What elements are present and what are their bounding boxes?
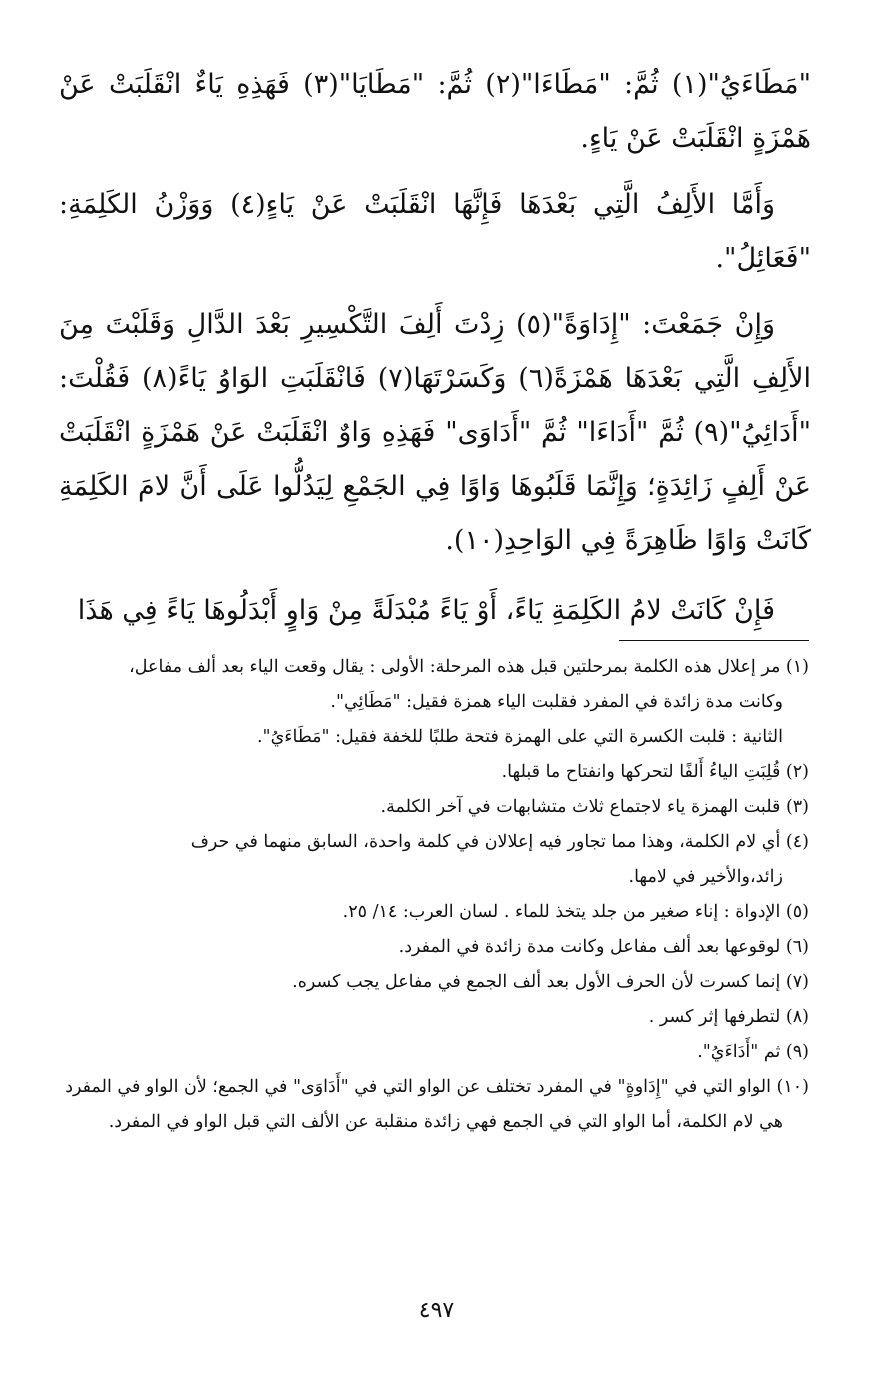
footnotes [61, 650, 809, 1140]
paragraph-3: وَإِنْ جَمَعْتَ: "إِدَاوَةً"(٥) زِدْتَ أَلِفَ التَّكْسِيرِ بَعْدَ الدَّالِ وَقَلَبْتَ مِنَ الأَلِفِ الَّتِي بَعْدَهَا هَمْزَةً(٦) وَكَسَرْتَهَا(٧) فَانْقَلَبَتِ الوَاوُ يَاءً(٨) فَقُلْتَ: "أَدَائِيُ"(٩) ثُمَّ "أَدَاءَا" ثُمَّ "أَدَاوَى" فَهَذِهِ وَاوٌ انْقَلَبَتْ عَنْ هَمْزَةٍ انْقَلَبَتْ عَنْ أَلِفٍ زَائِدَةٍ؛ وَإِنَّمَا قَلَبُوهَا وَاوًا فِي الجَمْعِ لِيَدُلُّوا عَلَى أَنَّ لامَ الكَلِمَةِ كَانَتْ وَاوًا ظَاهِرَةً فِي الوَاحِدِ(١٠). [59, 309, 812, 556]
page-number: ٤٩٧ [418, 1298, 455, 1323]
footnote-4-continuation: زائد،والأخير في لامها. [628, 867, 783, 887]
footnote-10-continuation: هي لام الكلمة، أما الواو التي في الجمع فهي زائدة منقلبة عن الألف التي قبل الواو في المفرد. [108, 1112, 783, 1132]
main-text [59, 58, 811, 650]
footnote-1: (١) مر إعلال هذه الكلمة بمرحلتين قبل هذه المرحلة: الأولى : يقال وقعت الياء بعد ألف مفاعل، [129, 657, 809, 677]
footnote-2: (٢) قُلِبَتِ الياءُ أَلفًا لتحركها وانفتاح ما قبلها. [501, 762, 809, 782]
footnote-separator [619, 640, 809, 641]
footnote-8: (٨) لتطرفها إثر كسر . [648, 1007, 809, 1027]
footnote-5: (٥) الإدواة : إناء صغير من جلد يتخذ للماء . لسان العرب: ١٤/ ٢٥. [342, 902, 809, 922]
footnote-9: (٩) ثم "أَدَاءَيُ". [697, 1042, 809, 1062]
paragraph-4: فَإِنْ كَانَتْ لامُ الكَلِمَةِ يَاءً، أَوْ يَاءً مُبْدَلَةً مِنْ وَاوٍ أَبْدَلُوهَا يَاءً فِي هَذَا [77, 595, 775, 626]
footnote-6: (٦) لوقوعها بعد ألف مفاعل وكانت مدة زائدة في المفرد. [398, 937, 809, 957]
footnote-10: (١٠) الواو التي في "إِدَاوةٍ" في المفرد تختلف عن الواو التي في "أَدَاوَى" في الجمع؛ لأن الواو في المفرد [65, 1077, 809, 1097]
footnote-1-continuation: وكانت مدة زائدة في المفرد فقلبت الياء همزة فقيل: "مَطَائِي". [330, 692, 783, 712]
footnote-3: (٣) قلبت الهمزة ياء لاجتماع ثلاث متشابهات في آخر الكلمة. [380, 797, 809, 817]
paragraph-1: "مَطَاءَيُ"(١) ثُمَّ: "مَطَاءَا"(٢) ثُمَّ: "مَطَايَا"(٣) فَهَذِهِ يَاءٌ انْقَلَبَتْ عَنْ هَمْزَةٍ انْقَلَبَتْ عَنْ يَاءٍ. [59, 69, 811, 154]
paragraph-2: وَأَمَّا الأَلِفُ الَّتِي بَعْدَهَا فَإِنَّهَا انْقَلَبَتْ عَنْ يَاءٍ(٤) وَوَزْنُ الكَلِمَةِ: "فَعَائِلُ". [59, 189, 811, 274]
footnote-1-continuation: الثانية : قلبت الكسرة التي على الهمزة فتحة طلبًا للخفة فقيل: "مَطَاءَيُ". [256, 727, 783, 747]
footnote-4: (٤) أي لام الكلمة، وهذا مما تجاور فيه إعلالان في كلمة واحدة، السابق منهما في حرف [190, 832, 809, 852]
footnote-7: (٧) إنما كسرت لأن الحرف الأول بعد ألف الجمع في مفاعل يجب كسره. [292, 972, 809, 992]
